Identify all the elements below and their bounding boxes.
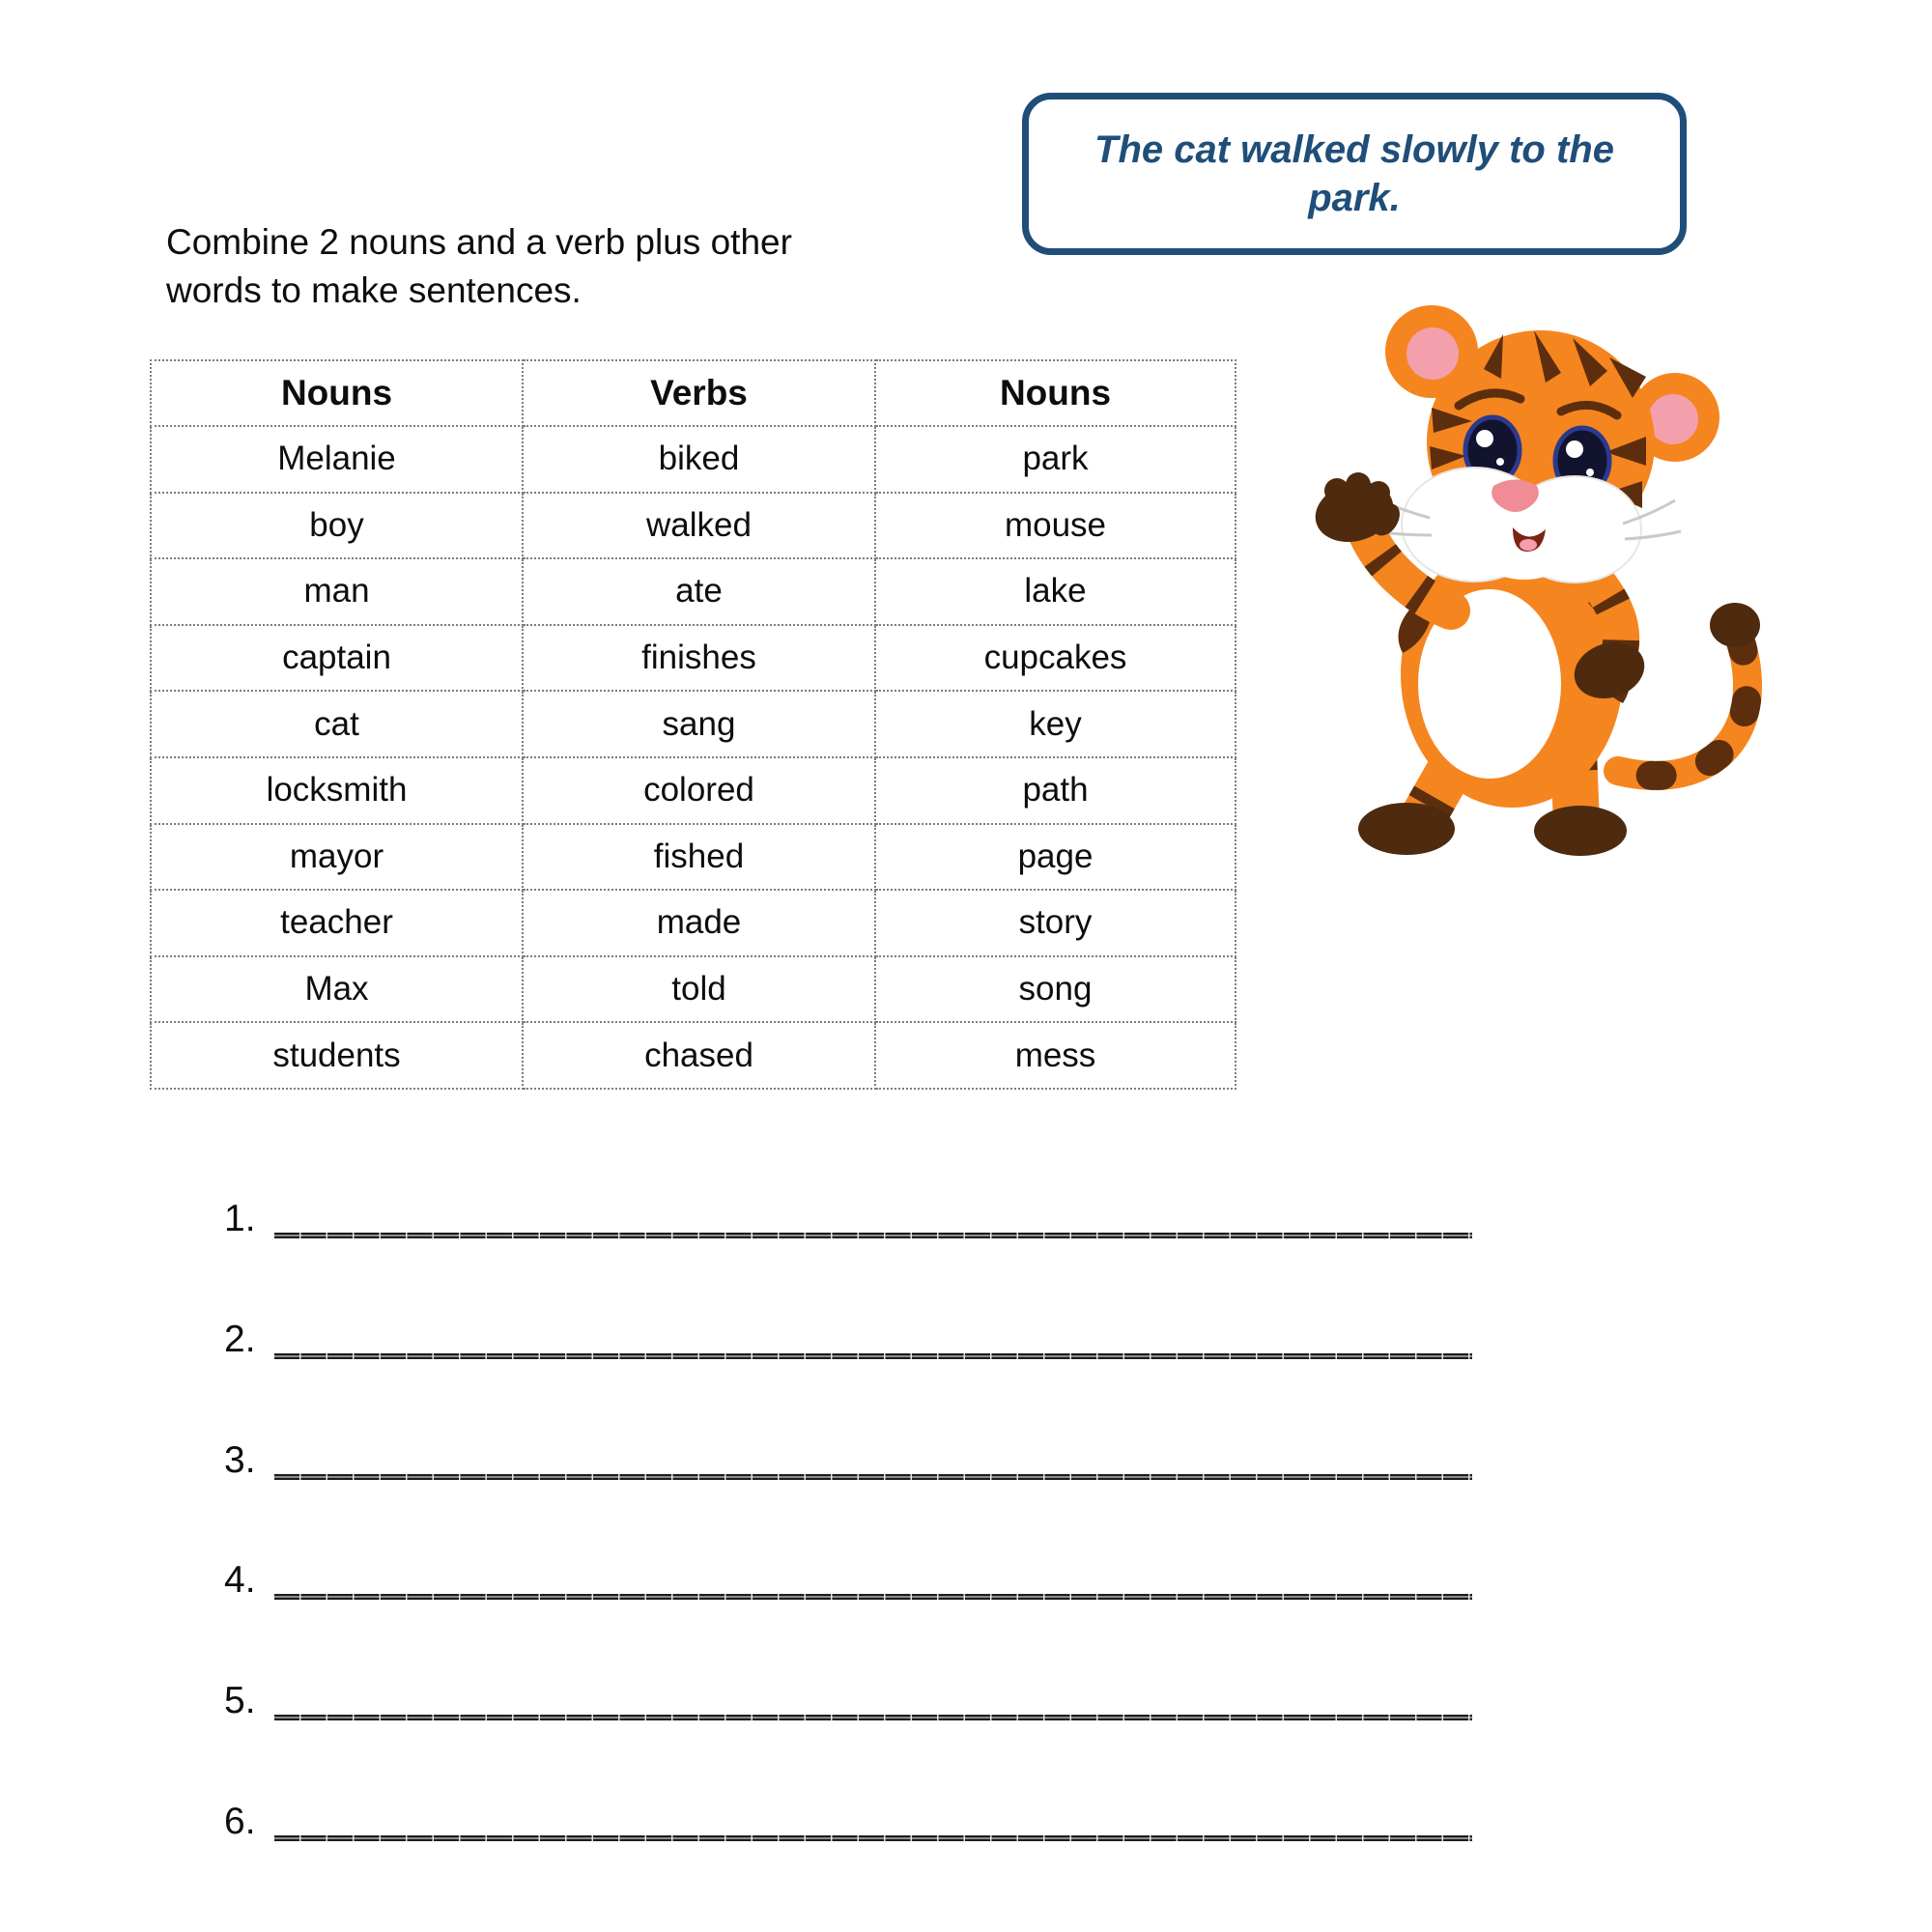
- table-cell: locksmith: [151, 757, 523, 824]
- table-cell: mayor: [151, 824, 523, 891]
- table-cell: Melanie: [151, 426, 523, 493]
- table-cell: sang: [523, 691, 875, 757]
- answer-line-number: 4.: [224, 1559, 256, 1601]
- table-cell: told: [523, 956, 875, 1023]
- table-cell: lake: [875, 558, 1236, 625]
- table-cell: cupcakes: [875, 625, 1236, 692]
- table-cell: walked: [523, 493, 875, 559]
- answer-line-blank: [274, 1835, 1472, 1841]
- table-row: [151, 558, 1236, 625]
- table-cell: man: [151, 558, 523, 625]
- instructions-line2: words to make sentences.: [166, 270, 582, 310]
- table-cell: song: [875, 956, 1236, 1023]
- table-cell: cat: [151, 691, 523, 757]
- answer-line-number: 1.: [224, 1198, 256, 1239]
- answer-line-row: [224, 1793, 1472, 1843]
- table-row: [151, 956, 1236, 1023]
- table-cell: biked: [523, 426, 875, 493]
- table-row: [151, 824, 1236, 891]
- table-cell: captain: [151, 625, 523, 692]
- table-cell: colored: [523, 757, 875, 824]
- table-row: [151, 757, 1236, 824]
- table-cell: students: [151, 1022, 523, 1089]
- table-cell: mouse: [875, 493, 1236, 559]
- answer-line-row: [224, 1190, 1472, 1240]
- table-row: [151, 426, 1236, 493]
- table-cell: fished: [523, 824, 875, 891]
- tiger-svg: [1285, 290, 1787, 869]
- cartoon-tiger-illustration: [1285, 290, 1787, 869]
- table-cell: ate: [523, 558, 875, 625]
- answer-line-number: 6.: [224, 1801, 256, 1842]
- answer-line-row: [224, 1432, 1472, 1482]
- answer-line-blank: [274, 1594, 1472, 1600]
- table-cell: mess: [875, 1022, 1236, 1089]
- table-cell: park: [875, 426, 1236, 493]
- table-header-cell: Verbs: [523, 360, 875, 426]
- table-cell: chased: [523, 1022, 875, 1089]
- table-cell: boy: [151, 493, 523, 559]
- table-row: [151, 1022, 1236, 1089]
- answer-line-blank: [274, 1715, 1472, 1720]
- table-cell: page: [875, 824, 1236, 891]
- table-cell: teacher: [151, 890, 523, 956]
- table-row: [151, 890, 1236, 956]
- answer-line-blank: [274, 1474, 1472, 1480]
- table-row: [151, 493, 1236, 559]
- table-cell: key: [875, 691, 1236, 757]
- table-cell: finishes: [523, 625, 875, 692]
- table-header-cell: Nouns: [875, 360, 1236, 426]
- answer-line-number: 2.: [224, 1319, 256, 1360]
- answer-line-row: [224, 1311, 1472, 1361]
- table-row: [151, 691, 1236, 757]
- example-sentence-line2: park.: [1308, 177, 1401, 219]
- table-header-cell: Nouns: [151, 360, 523, 426]
- word-table-head-row: [151, 360, 1236, 426]
- answer-line-number: 5.: [224, 1680, 256, 1721]
- answer-line-row: [224, 1672, 1472, 1722]
- instructions: [166, 218, 900, 315]
- answer-line-blank: [274, 1353, 1472, 1359]
- table-cell: path: [875, 757, 1236, 824]
- instructions-line1: Combine 2 nouns and a verb plus other: [166, 222, 792, 262]
- example-sentence-line1: The cat walked slowly to the: [1094, 128, 1614, 171]
- table-cell: made: [523, 890, 875, 956]
- answer-line-row: [224, 1551, 1472, 1602]
- answer-line-blank: [274, 1233, 1472, 1238]
- answer-line-number: 3.: [224, 1439, 256, 1481]
- word-table: [150, 359, 1236, 1090]
- table-cell: Max: [151, 956, 523, 1023]
- table-row: [151, 625, 1236, 692]
- example-sentence-box: [1022, 93, 1687, 255]
- table-cell: story: [875, 890, 1236, 956]
